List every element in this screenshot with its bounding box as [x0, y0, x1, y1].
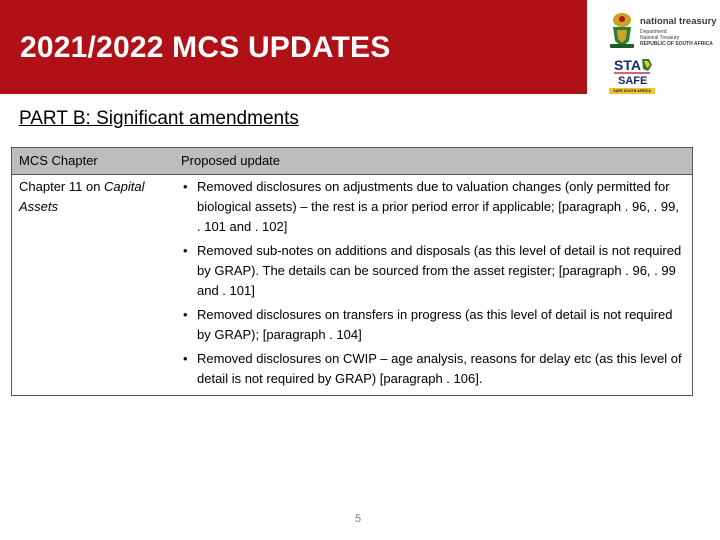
updates-cell	[174, 175, 693, 396]
chapter-cell	[12, 175, 175, 396]
section-heading: PART B: Significant amendments	[19, 108, 299, 129]
bullet-icon: •	[183, 351, 188, 366]
table-header-row	[12, 148, 693, 175]
svg-text:SAFE: SAFE	[618, 75, 648, 87]
safe-tagline: SAFE SOUTH AFRICA	[609, 88, 655, 94]
chapter-prefix: Chapter 11 on	[19, 179, 105, 194]
amendments-table	[11, 147, 693, 396]
chapter-italic: Capital Assets	[19, 179, 145, 214]
column-header-update: Proposed update	[174, 148, 693, 175]
nt-department-line: Department:	[640, 29, 668, 35]
stats-sa-safe-wordmark-icon	[609, 56, 655, 88]
column-header-chapter: MCS Chapter	[12, 148, 175, 175]
bullet-icon: •	[183, 179, 188, 194]
list-item	[181, 305, 684, 345]
national-treasury-name: national treasury	[640, 16, 717, 27]
svg-text:STA: STA	[614, 57, 641, 73]
update-text: Removed sub-notes on additions and disposals (as this level of detail is not required by GRAP). The details can be sourced from the asset register; [paragraph . 96, . 99 and . 101]	[197, 243, 682, 298]
update-text: Removed disclosures on CWIP – age analysis, reasons for delay etc (as this level of detail is not required by GRAP) [paragraph . 106].	[197, 351, 682, 386]
coat-of-arms-icon	[608, 11, 636, 49]
bullet-icon: •	[183, 243, 188, 258]
nt-treasury-line: National Treasury	[640, 35, 680, 41]
update-text: Removed disclosures on adjustments due to valuation changes (only permitted for biological assets) – the rest is a prior period error if applicable; [paragraph . 96, . 99, . 101 and . 102]	[197, 179, 679, 234]
stats-sa-safe-logo	[609, 56, 655, 96]
national-treasury-logo	[606, 10, 716, 50]
list-item	[181, 177, 684, 237]
list-item	[181, 241, 684, 301]
nt-republic-line: REPUBLIC OF SOUTH AFRICA	[640, 41, 713, 47]
updates-list	[181, 177, 684, 389]
table-row	[12, 175, 693, 396]
bullet-icon: •	[183, 307, 188, 322]
update-text: Removed disclosures on transfers in progress (as this level of detail is not required by GRAP); [paragraph . 104]	[197, 307, 673, 342]
slide-title: 2021/2022 MCS UPDATES	[20, 31, 391, 64]
list-item	[181, 349, 684, 389]
page-number: 5	[355, 513, 362, 525]
